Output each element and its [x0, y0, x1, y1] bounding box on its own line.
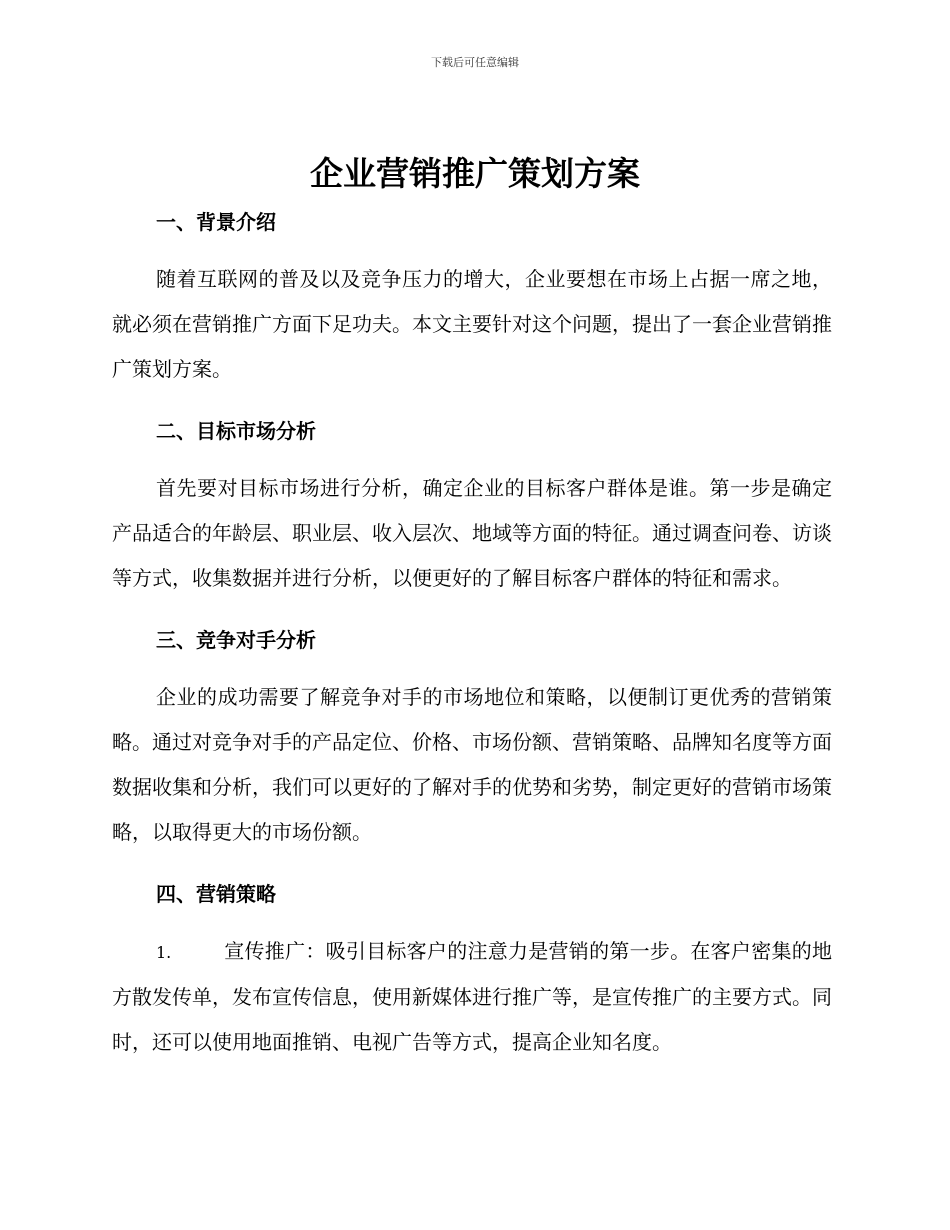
section-marketing-strategy: [112, 875, 832, 1065]
section-paragraph: 随着互联网的普及以及竞争压力的增大，企业要想在市场上占据一席之地，就必须在营销推广方面下足功夫。本文主要针对这个问题，提出了一套企业营销推广策划方案。: [112, 267, 832, 381]
page-header-note: 下载后可任意编辑: [431, 56, 519, 69]
section-paragraph: 首先要对目标市场进行分析，确定企业的目标客户群体是谁。第一步是确定产品适合的年龄层、职业层、收入层次、地域等方面的特征。通过调查问卷、访谈等方式，收集数据并进行分析，以便更好的了解目标客户群体的特征和需求。: [112, 476, 832, 590]
section-heading: 三、竞争对手分析: [156, 628, 316, 652]
document-body: [112, 203, 832, 1065]
item-number: 1.: [156, 943, 172, 962]
numbered-item: [112, 929, 832, 1065]
section-background: [112, 203, 832, 392]
section-competitor-analysis: [112, 621, 832, 855]
item-text: 宣传推广：吸引目标客户的注意力是营销的第一步。在客户密集的地方散发传单，发布宣传信息，使用新媒体进行推广等，是宣传推广的主要方式。同时，还可以使用地面推销、电视广告等方式，提高企业知名度。: [112, 939, 832, 1054]
section-heading: 四、营销策略: [156, 882, 276, 906]
section-target-market: [112, 412, 832, 601]
section-heading: 一、背景介绍: [156, 210, 276, 234]
section-heading: 二、目标市场分析: [156, 419, 316, 443]
document-title: 企业营销推广策划方案: [310, 154, 640, 193]
section-paragraph: 企业的成功需要了解竞争对手的市场地位和策略，以便制订更优秀的营销策略。通过对竞争对手的产品定位、价格、市场份额、营销策略、品牌知名度等方面数据收集和分析，我们可以更好的了解对手的优势和劣势，制定更好的营销市场策略，以取得更大的市场份额。: [112, 685, 832, 844]
